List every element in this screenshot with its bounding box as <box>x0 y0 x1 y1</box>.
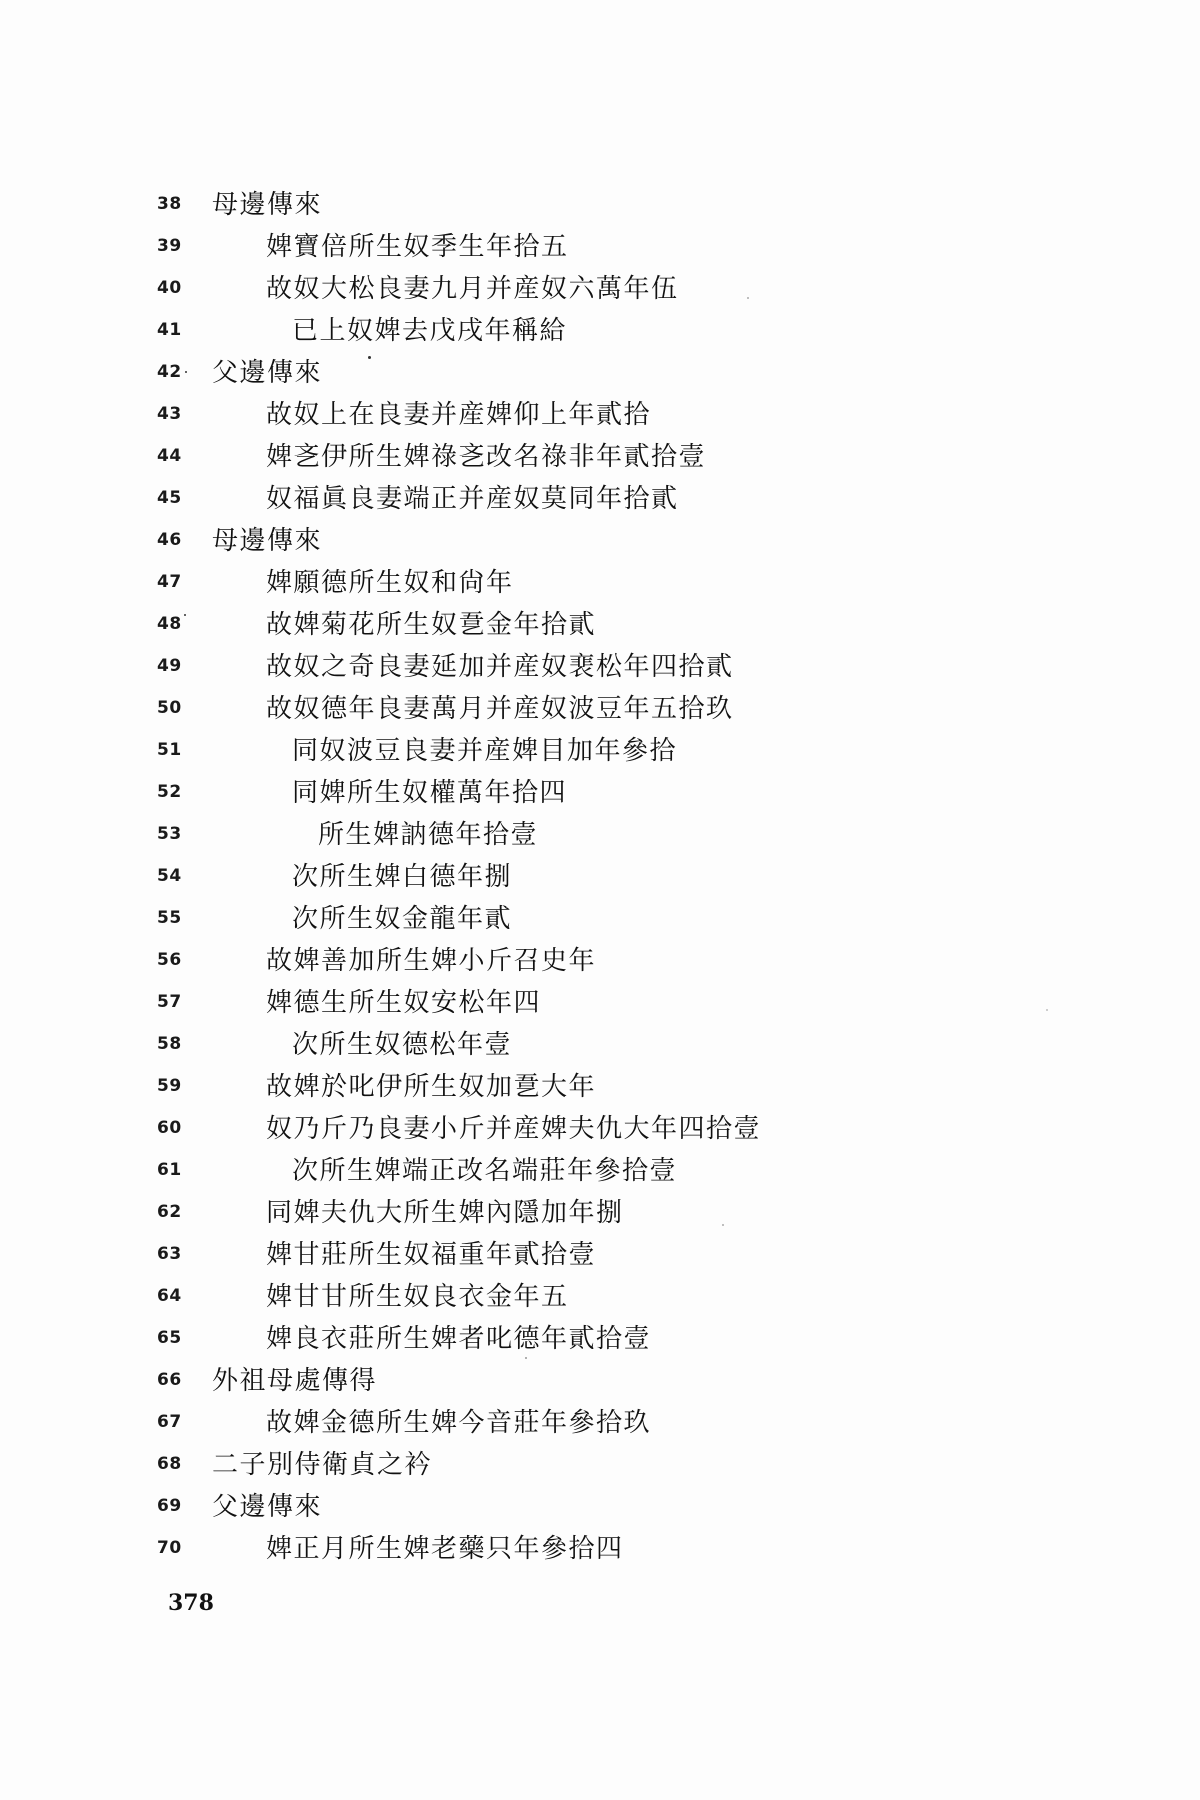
line-number: 48 <box>157 614 182 634</box>
scan-speck <box>184 614 186 616</box>
line-text: 故婢善加所生婢小斤召史年 <box>266 946 597 976</box>
line-number: 49 <box>157 656 182 676</box>
line <box>0 1528 1200 1570</box>
line <box>0 730 1200 772</box>
line-text: 婢良衣莊所生婢者叱德年貳拾壹 <box>266 1324 652 1354</box>
line-text: 婢甘莊所生奴福重年貳拾壹 <box>266 1240 597 1270</box>
line-text: 同婢所生奴權萬年拾四 <box>292 778 568 808</box>
line-number: 46 <box>157 530 182 550</box>
line-number: 69 <box>157 1496 182 1516</box>
line-number: 45 <box>157 488 182 508</box>
scan-speck <box>722 1224 724 1226</box>
line <box>0 394 1200 436</box>
line-text: 婢正月所生婢老藥只年參拾四 <box>266 1534 624 1564</box>
line-number: 67 <box>157 1412 182 1432</box>
line <box>0 1276 1200 1318</box>
line <box>0 184 1200 226</box>
line-number: 64 <box>157 1286 182 1306</box>
line <box>0 1318 1200 1360</box>
line-number: 56 <box>157 950 182 970</box>
line-number: 65 <box>157 1328 182 1348</box>
line-text: 母邊傳來 <box>212 190 323 220</box>
line-text: 故奴德年良妻萬月并産奴波豆年五拾玖 <box>266 694 734 724</box>
line-text: 婢德生所生奴安松年四 <box>266 988 542 1018</box>
line <box>0 1066 1200 1108</box>
line-number: 70 <box>157 1538 182 1558</box>
line-number: 50 <box>157 698 182 718</box>
line-number: 51 <box>157 740 182 760</box>
line <box>0 310 1200 352</box>
line-number: 47 <box>157 572 182 592</box>
line-number: 59 <box>157 1076 182 1096</box>
line-number: 62 <box>157 1202 182 1222</box>
line-text: 故婢金德所生婢今音莊年參拾玖 <box>266 1408 652 1438</box>
line <box>0 562 1200 604</box>
line-number: 60 <box>157 1118 182 1138</box>
line <box>0 1486 1200 1528</box>
line-number: 57 <box>157 992 182 1012</box>
transcription-lines <box>0 184 1200 1570</box>
line-text: 次所生奴德松年壹 <box>292 1030 513 1060</box>
line <box>0 1108 1200 1150</box>
line-text: 次所生婢白德年捌 <box>292 862 513 892</box>
line-text: 母邊傳來 <box>212 526 323 556</box>
line-text: 外祖母處傳得 <box>212 1366 378 1396</box>
line-text: 所生婢訥德年拾壹 <box>318 820 539 850</box>
line <box>0 982 1200 1024</box>
line <box>0 1150 1200 1192</box>
line <box>0 646 1200 688</box>
line-number: 58 <box>157 1034 182 1054</box>
line <box>0 814 1200 856</box>
line <box>0 940 1200 982</box>
line <box>0 226 1200 268</box>
line <box>0 772 1200 814</box>
scan-speck <box>1046 1009 1048 1011</box>
line-number: 61 <box>157 1160 182 1180</box>
line-text: 次所生婢端正改名端莊年參拾壹 <box>292 1156 678 1186</box>
line <box>0 856 1200 898</box>
line-text: 父邊傳來 <box>212 358 323 388</box>
line <box>0 1360 1200 1402</box>
line-number: 42 <box>157 362 182 382</box>
line <box>0 478 1200 520</box>
line <box>0 1234 1200 1276</box>
line <box>0 268 1200 310</box>
scan-speck <box>525 1357 527 1359</box>
page-number: 378 <box>168 1590 214 1616</box>
line <box>0 1444 1200 1486</box>
line-text: 奴乃斤乃良妻小斤并産婢夫仇大年四拾壹 <box>266 1114 762 1144</box>
line-text: 父邊傳來 <box>212 1492 323 1522</box>
line-text: 次所生奴金龍年貳 <box>292 904 513 934</box>
line <box>0 688 1200 730</box>
line <box>0 520 1200 562</box>
line-number: 40 <box>157 278 182 298</box>
line-text: 二子別侍衛貞之衿 <box>212 1450 433 1480</box>
line-number: 44 <box>157 446 182 466</box>
line-number: 68 <box>157 1454 182 1474</box>
line <box>0 604 1200 646</box>
line-number: 43 <box>157 404 182 424</box>
line-number: 53 <box>157 824 182 844</box>
line <box>0 436 1200 478</box>
line-text: 故婢於叱伊所生奴加㐚大年 <box>266 1072 597 1102</box>
line-text: 故婢菊花所生奴㐚金年拾貳 <box>266 610 597 640</box>
line-text: 婢㐎伊所生婢祿㐎改名祿非年貳拾壹 <box>266 442 707 472</box>
line-number: 54 <box>157 866 182 886</box>
line-text: 故奴大松良妻九月并産奴六萬年伍 <box>266 274 679 304</box>
line-number: 39 <box>157 236 182 256</box>
scan-speck <box>747 297 749 299</box>
line-number: 63 <box>157 1244 182 1264</box>
line-text: 同婢夫仇大所生婢內隱加年捌 <box>266 1198 624 1228</box>
line-text: 婢甘甘所生奴良衣金年五 <box>266 1282 569 1312</box>
line <box>0 352 1200 394</box>
scan-speck <box>368 356 371 359</box>
line-number: 38 <box>157 194 182 214</box>
scan-speck <box>185 371 187 373</box>
line-number: 52 <box>157 782 182 802</box>
line-text: 婢願德所生奴和尙年 <box>266 568 514 598</box>
line-text: 同奴波豆良妻并産婢目加年參拾 <box>292 736 678 766</box>
line-text: 故奴上在良妻并産婢仰上年貳拾 <box>266 400 652 430</box>
line-number: 55 <box>157 908 182 928</box>
line-text: 故奴之奇良妻延加并産奴裵松年四拾貳 <box>266 652 734 682</box>
line-text: 已上奴婢去戊戌年稱給 <box>292 316 568 346</box>
line-text: 婢寶倍所生奴季生年拾五 <box>266 232 569 262</box>
line-number: 41 <box>157 320 182 340</box>
line <box>0 1024 1200 1066</box>
line <box>0 1402 1200 1444</box>
line <box>0 1192 1200 1234</box>
line-text: 奴福眞良妻端正并産奴莫同年拾貳 <box>266 484 679 514</box>
line-number: 66 <box>157 1370 182 1390</box>
line <box>0 898 1200 940</box>
